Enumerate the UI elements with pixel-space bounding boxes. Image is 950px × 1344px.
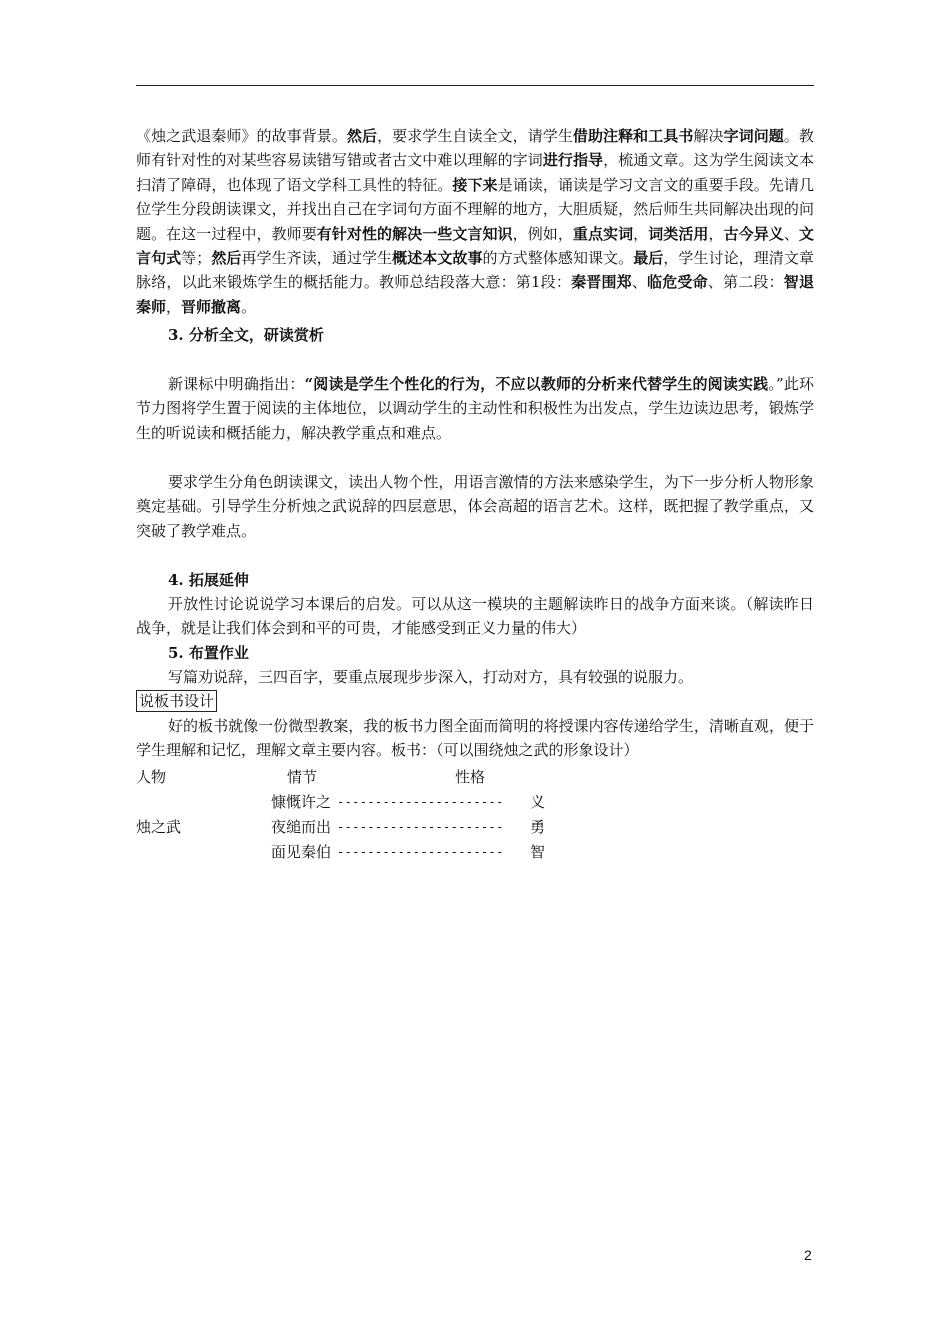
paragraph-board-intro: 好的板书就像一份微型教案，我的板书力图全面而简明的将授课内容传递给学生，清晰直观，便于学生理解和记忆，理解文章主要内容。板书：（可以围绕烛之武的形象设计） <box>136 717 814 760</box>
board-trait-2: 勇 <box>530 818 546 836</box>
paragraph-extension: 开放性讨论说说学习本课后的启发。可以从这一模块的主题解读昨日的战争方面来谈。（解读昨日战争，就是让我们体会到和平的可贵，才能感受到正义力量的伟大） <box>136 595 814 638</box>
board-dashes-2: ---------------------- <box>337 820 504 834</box>
board-design-title: 说板书设计 <box>136 690 217 712</box>
paragraph-role-reading: 要求学生分角色朗读课文，读出人物个性，用语言激情的方法来感染学生，为下一步分析人物形象奠定基础。引导学生分析烛之武说辞的四层意思，体会高超的语言艺术。这样，既把握了教学重点，又突破了教学难点。 <box>136 473 814 540</box>
paragraph-homework: 写篇劝说辞，三四百字，要重点展现步步深入，打动对方，具有较强的说服力。 <box>168 668 694 686</box>
board-header-plot: 情节 <box>287 768 318 786</box>
board-plot-2: 夜缒而出 <box>271 818 332 836</box>
board-header-person: 人物 <box>136 768 167 786</box>
header-rule <box>136 85 814 86</box>
section-heading-3: 3. 分析全文，研读赏析 <box>168 326 324 344</box>
paragraph-curriculum: 新课标中明确指出：“阅读是学生个性化的行为，不应以教师的分析来代替学生的阅读实践。”此环节力图将学生置于阅读的主体地位，以调动学生的主动性和积极性为出发点，学生边读边思考，锻炼学生的听说读和概括能力，解决教学重点和难点。 <box>136 375 814 442</box>
board-plot-3: 面见秦伯 <box>271 843 332 861</box>
board-dashes-1: ---------------------- <box>337 795 504 809</box>
section-heading-4: 4. 拓展延伸 <box>168 571 249 589</box>
page-number: 2 <box>804 1247 812 1263</box>
section-heading-5: 5. 布置作业 <box>168 644 249 662</box>
board-trait-1: 义 <box>530 793 546 811</box>
paragraph-background: 《烛之武退秦师》的故事背景。然后，要求学生自读全文，请学生借助注释和工具书解决字词问题。教师有针对性的对某些容易读错写错或者古文中难以理解的字词进行指导，梳通文章。这为学生阅读文本扫清了障碍，也体现了语文学科工具性的特征。接下来是诵读，诵读是学习文言文的重要手段。先请几位学生分段朗读课文，并找出自己在字词句方面不理解的地方，大胆质疑，然后师生共同解决出现的问题。在这一过程中，教师要有针对性的解决一些文言知识，例如，重点实词，词类活用，古今异义、文言句式等；然后再学生齐读，通过学生概述本文故事的方式整体感知课文。最后，学生讨论，理清文章脉络，以此来锻炼学生的概括能力。教师总结段落大意：第1段：秦晋围郑、临危受命、第二段：智退秦师，晋师撤离。 <box>136 127 814 316</box>
board-person: 烛之武 <box>136 818 182 836</box>
board-header-trait: 性格 <box>455 768 486 786</box>
board-dashes-3: ---------------------- <box>337 845 504 859</box>
board-plot-1: 慷慨许之 <box>271 793 332 811</box>
board-trait-3: 智 <box>530 843 546 861</box>
